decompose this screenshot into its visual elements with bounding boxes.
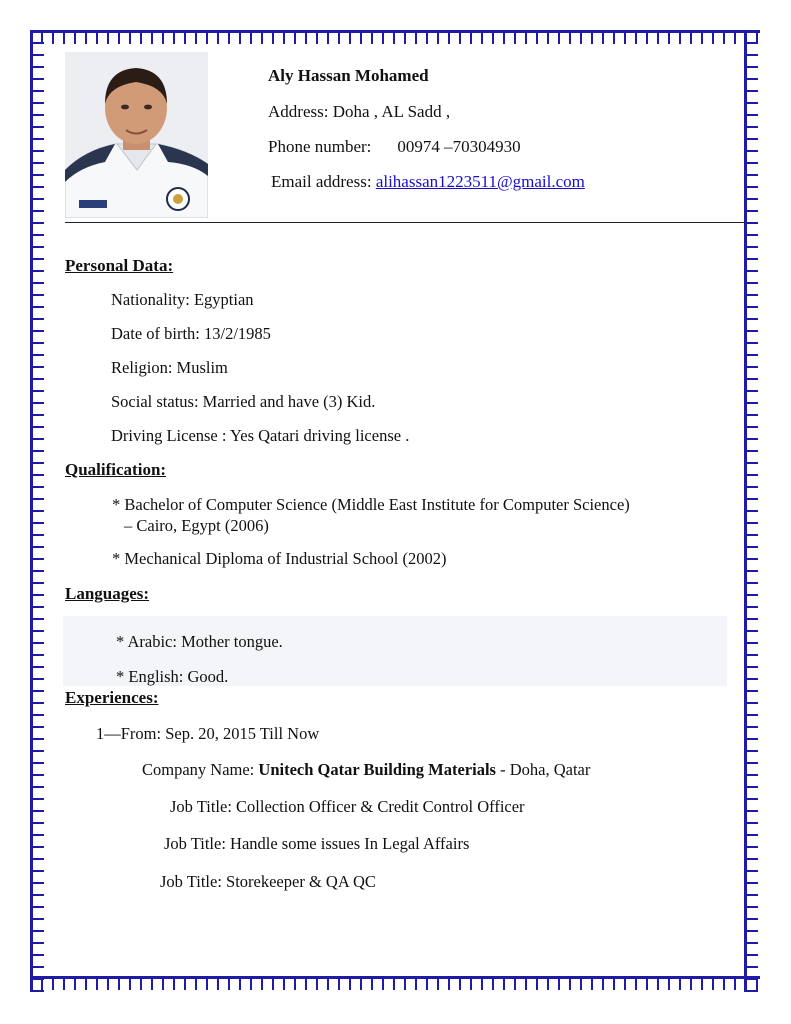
profile-photo	[65, 52, 208, 218]
personal-item: Social status: Married and have (3) Kid.	[111, 392, 376, 411]
language-item: * Arabic: Mother tongue.	[116, 632, 283, 651]
personal-item: Driving License : Yes Qatari driving license .	[111, 426, 410, 445]
personal-item: Religion: Muslim	[111, 358, 228, 377]
email-label: Email address:	[271, 172, 372, 191]
job-title: Job Title: Handle some issues In Legal Affairs	[164, 834, 470, 853]
personal-data-heading: Personal Data:	[65, 256, 174, 275]
page-border-right	[744, 30, 758, 992]
page-border-left	[30, 30, 44, 992]
company-label: Company Name:	[142, 760, 259, 779]
personal-item: Date of birth: 13/2/1985	[111, 324, 271, 343]
qualification-item: * Bachelor of Computer Science (Middle East Institute for Computer Science)	[112, 495, 630, 514]
company-line	[142, 760, 590, 780]
page-border-top	[30, 30, 760, 44]
candidate-name: Aly Hassan Mohamed	[268, 66, 429, 85]
languages-heading: Languages:	[65, 584, 150, 603]
email-line	[271, 172, 585, 192]
company-name: Unitech Qatar Building Materials	[258, 760, 496, 779]
qualification-heading: Qualification:	[65, 460, 167, 479]
qualification-item-continued: – Cairo, Egypt (2006)	[124, 516, 269, 535]
person-portrait-icon	[65, 52, 208, 218]
experience-period: 1—From: Sep. 20, 2015 Till Now	[96, 724, 320, 743]
personal-item: Nationality: Egyptian	[111, 290, 254, 309]
phone-label: Phone number:	[268, 137, 372, 156]
language-item: * English: Good.	[116, 667, 229, 686]
job-title: Job Title: Collection Officer & Credit Control Officer	[170, 797, 525, 816]
experiences-heading: Experiences:	[65, 688, 159, 707]
header-divider	[65, 222, 745, 223]
company-location: - Doha, Qatar	[495, 760, 591, 779]
phone-line	[268, 137, 521, 157]
email-link[interactable]: alihassan1223511@gmail.com	[375, 172, 585, 191]
page-border-bottom	[30, 976, 760, 990]
address-line: Address: Doha , AL Sadd ,	[268, 102, 451, 121]
phone-number: 00974 –70304930	[397, 137, 521, 156]
qualification-item: * Mechanical Diploma of Industrial School (2002)	[112, 549, 447, 568]
job-title: Job Title: Storekeeper & QA QC	[160, 872, 376, 891]
